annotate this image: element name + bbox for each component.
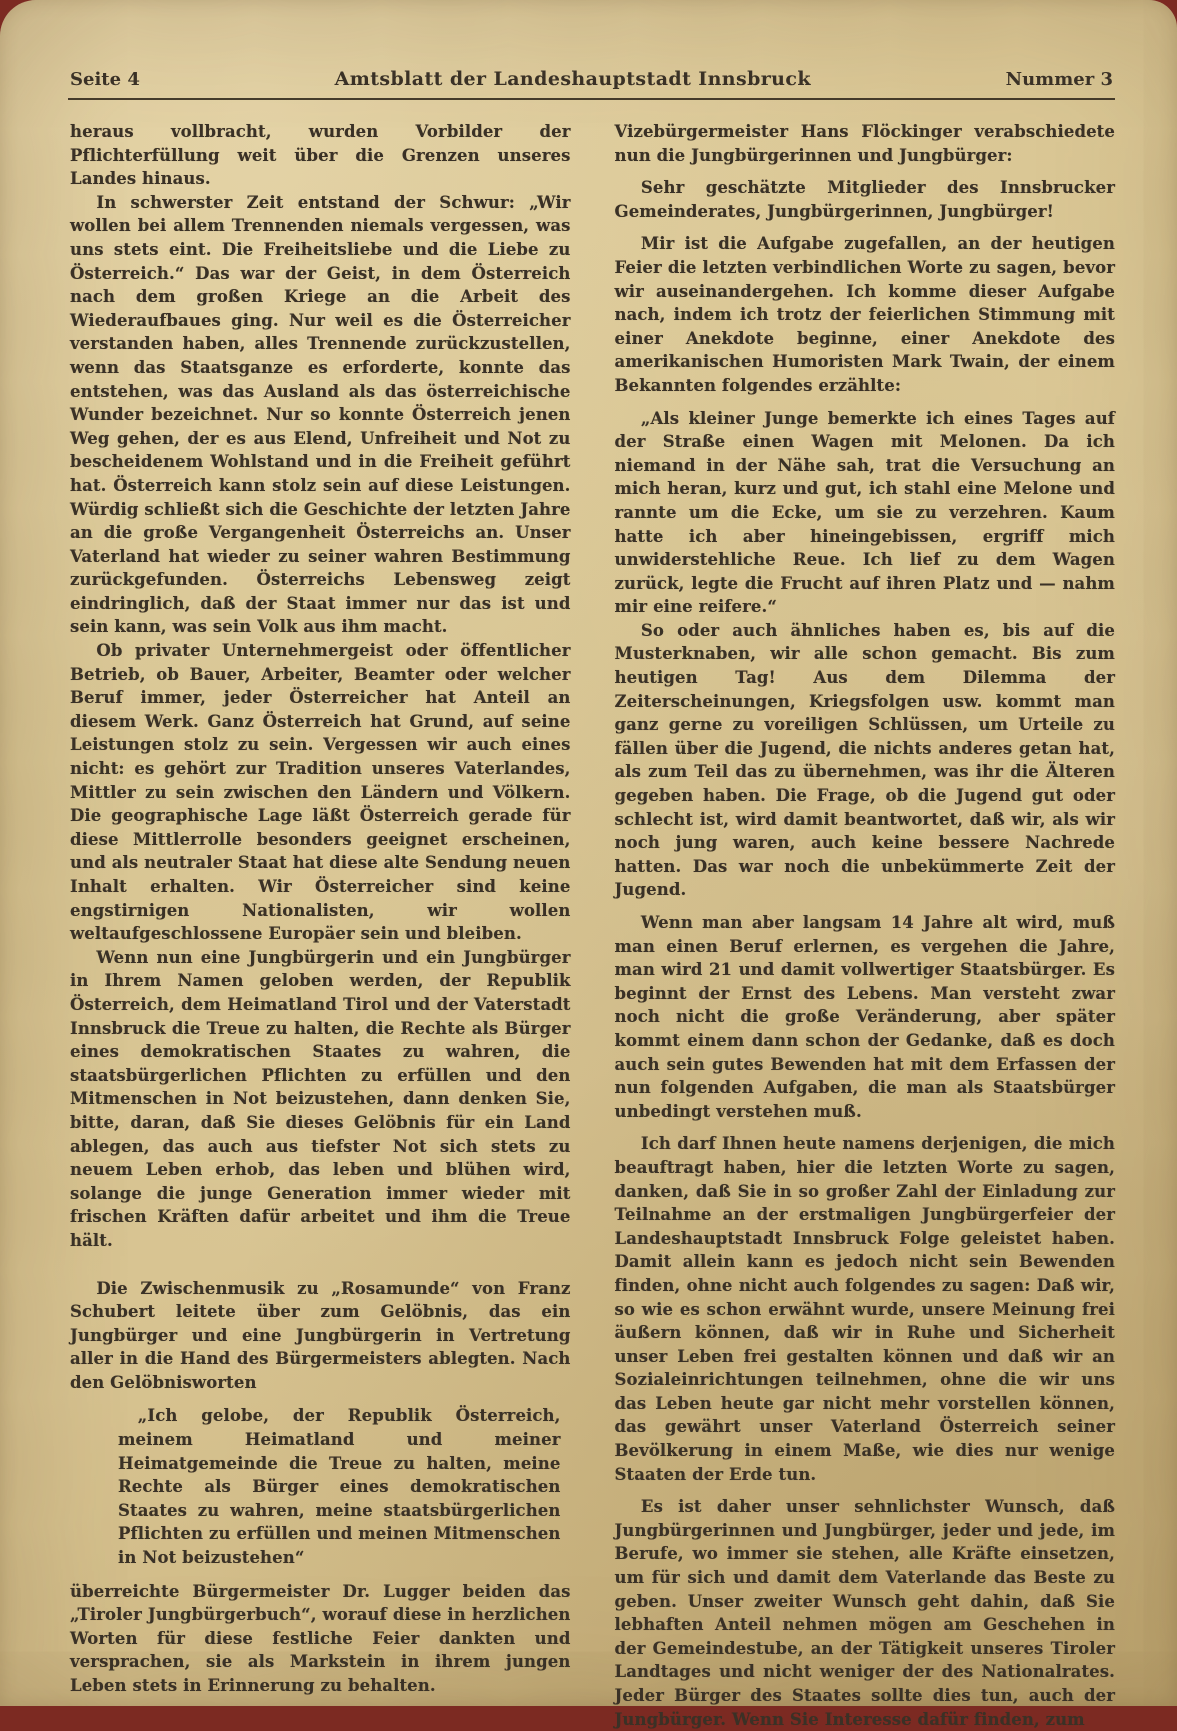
paragraph: So oder auch ähnliches haben es, bis auf die Musterknaben, wir alle schon gemacht. Bis zum heutigen Tag! Aus dem Dilemma der Zeiterscheinungen, Kriegsfolgen usw. kommt man ganz gerne zu voreiligen Schlüssen, um Urteile zu fällen über die Jugend, die nichts anderes getan hat, als zum Teil das zu übernehmen, was ihr die Älteren gegeben haben. Die Frage, ob die Jugend gut oder schlecht ist, wird damit beantwortet, daß wir, als wir noch jung waren, auch keine bessere Nachrede hatten. Das war noch die unbekümmerte Zeit der Jugend.	[614, 620, 1115, 900]
masthead-title: Amtsblatt der Landeshauptstadt Innsbruck	[334, 68, 811, 90]
paragraph: Wenn man aber langsam 14 Jahre alt wird, muß man einen Beruf erlernen, es vergehen die Jahre, man wird 21 und damit vollwertiger Staatsbürger. Es beginnt der Ernst des Lebens. Man versteht zwar noch nicht die große Veränderung, aber später kommt einem dann schon der Gedanke, daß es doch auch sein gutes Bewenden hat mit dem Erfassen der nun folgenden Aufgaben, die man als Staatsbürger unbedingt verstehen muß.	[614, 913, 1115, 1121]
paragraph: Die Zwischenmusik zu „Rosamunde“ von Franz Schubert leitete über zum Gelöbnis, das ein Jungbürger und eine Jungbürgerin in Vertretung aller in die Hand des Bürgermeisters ablegten. Nach den Gelöbnisworten	[70, 1278, 571, 1392]
paragraph: Es ist daher unser sehnlichster Wunsch, daß Jungbürgerinnen und Jungbürger, jeder und jede, im Berufe, wo immer sie stehen, alle Kräfte einsetzen, um für sich und damit dem Vaterlande das Beste zu geben. Unser zweiter Wunsch geht dahin, daß Sie lebhaften Anteil nehmen mögen am Geschehen in der Gemeindestube, an der Tätigkeit unseres Tiroler Landtages und nicht weniger der des Nationalrates. Jeder Bürger des Staates sollte dies tun, auch der Jungbürger. Wenn Sie Interesse dafür finden, zum	[614, 1497, 1115, 1729]
left-column	[70, 120, 571, 1731]
paragraph: Wenn nun eine Jungbürgerin und ein Jungbürger in Ihrem Namen geloben werden, der Republik Österreich, dem Heimatland Tirol und der Vaterstadt Innsbruck die Treue zu halten, die Rechte als Bürger eines demokratischen Staates zu wahren, die staatsbürgerlichen Pflichten zu erfüllen und den Mitmenschen in Not beizustehen, dann denken Sie, bitte, daran, daß Sie dieses Gelöbnis für ein Land ablegen, das auch aus tiefster Not sich stets zu neuem Leben erhob, das leben und blühen wird, solange die junge Generation immer wieder mit frischen Kräften dafür arbeitet und ihm die Treue hält.	[70, 947, 571, 1250]
page-number: Seite 4	[70, 69, 140, 90]
paragraph: Ob privater Unternehmergeist oder öffentlicher Betrieb, ob Bauer, Arbeiter, Beamter oder welcher Beruf immer, jeder Österreicher hat Anteil an diesem Werk. Ganz Österreich hat Grund, auf seine Leistungen stolz zu sein. Vergessen wir auch eines nicht: es gehört zur Tradition unseres Vaterlandes, Mittler zu sein zwischen den Ländern und Völkern. Die geographische Lage läßt Österreich gerade für diese Mittlerrolle besonders geeignet erscheinen, und als neutraler Staat hat diese alte Sendung neuen Inhalt erhalten. Wir Österreicher sind keine engstirnigen Nationalisten, wir wollen weltaufgeschlossene Europäer sein und bleiben.	[70, 641, 571, 944]
article-body	[0, 100, 1177, 1731]
paragraph: überreichte Bürgermeister Dr. Lugger beiden das „Tiroler Jungbürgerbuch“, worauf diese in herzlichen Worten für diese festliche Feier dankten und versprachen, sie als Markstein in ihrem jungen Leben stets in Erinnerung zu behalten.	[70, 1581, 571, 1695]
paragraph: Mir ist die Aufgabe zugefallen, an der heutigen Feier die letzten verbindlichen Worte zu sagen, bevor wir auseinandergehen. Ich komme dieser Aufgabe nach, indem ich trotz der feierlichen Stimmung mit einer Anekdote beginne, einer Anekdote des amerikanischen Humoristen Mark Twain, der einem Bekannten folgendes erzählte:	[614, 234, 1115, 395]
issue-number: Nummer 3	[1005, 69, 1113, 90]
paragraph: Ich darf Ihnen heute namens derjenigen, die mich beauftragt haben, hier die letzten Worte zu sagen, danken, daß Sie in so großer Zahl der Einladung zur Teilnahme an der erstmaligen Jungbürgerfeier der Landeshauptstadt Innsbruck Folge geleistet haben. Damit allein kann es jedoch nicht sein Bewenden finden, ohne nicht auch folgendes zu sagen: Daß wir, so wie es schon erwähnt wurde, unsere Meinung frei äußern können, daß wir in Ruhe und Sicherheit unser Leben frei gestalten können und daß wir an Sozialeinrichtungen teilnehmen, ohne die wir uns das Leben heute gar nicht mehr vorstellen können, das gewährt unser Vaterland Österreich seiner Bevölkerung in einem Maße, wie dies nur wenige Staaten der Erde tun.	[614, 1134, 1115, 1484]
right-column	[615, 120, 1116, 1731]
paragraph: heraus vollbracht, wurden Vorbilder der Pflichterfüllung weit über die Grenzen unseres Landes hinaus.	[70, 122, 571, 189]
paragraph: „Als kleiner Junge bemerkte ich eines Tages auf der Straße einen Wagen mit Melonen. Da ich niemand in der Nähe sah, trat die Versuchung an mich heran, kurz und gut, ich stahl eine Melone und rannte um die Ecke, um sie zu verzehren. Kaum hatte ich aber hineingebissen, ergriff mich unwiderstehliche Reue. Ich lief zu dem Wagen zurück, legte die Frucht auf ihren Platz und — nahm mir eine reifere.“	[614, 408, 1115, 617]
paragraph: In schwerster Zeit entstand der Schwur: „Wir wollen bei allem Trennenden niemals vergessen, was uns stets eint. Die Freiheitsliebe und die Liebe zu Österreich.“ Das war der Geist, in dem Österreich nach dem großen Kriege an die Arbeit des Wiederaufbaues ging. Nur weil es die Österreicher verstanden haben, alles Trennende zurückzustellen, wenn das Staatsganze es erforderte, konnte das entstehen, was das Ausland als das österreichische Wunder bezeichnet. Nur so konnte Österreich jenen Weg gehen, der es aus Elend, Unfreiheit und Not zu bescheidenem Wohlstand und in die Freiheit geführt hat. Österreich kann stolz sein auf diese Leistungen. Würdig schließt sich die Geschichte der letzten Jahre an die große Vergangenheit Österreichs an. Unser Vaterland hat wieder zu seiner wahren Bestimmung zurückgefunden. Österreichs Lebensweg zeigt eindringlich, daß der Staat immer nur das ist und sein kann, was sein Volk aus ihm macht.	[70, 192, 571, 637]
paragraph: Vizebürgermeister Hans Flöckinger verabschiedete nun die Jungbürgerinnen und Jungbürger:	[614, 122, 1115, 165]
pledge-quote: „Ich gelobe, der Republik Österreich, meinem Heimatland und meiner Heimatgemeinde die Treue zu halten, meine Rechte als Bürger eines demokratischen Staates zu wahren, meine staatsbürgerlichen Pflichten zu erfüllen und meinen Mitmenschen in Not beizustehen“	[118, 1406, 561, 1568]
page-header	[0, 0, 1177, 98]
paragraph: Sehr geschätzte Mitglieder des Innsbrucker Gemeinderates, Jungbürgerinnen, Jungbürger!	[614, 178, 1115, 221]
